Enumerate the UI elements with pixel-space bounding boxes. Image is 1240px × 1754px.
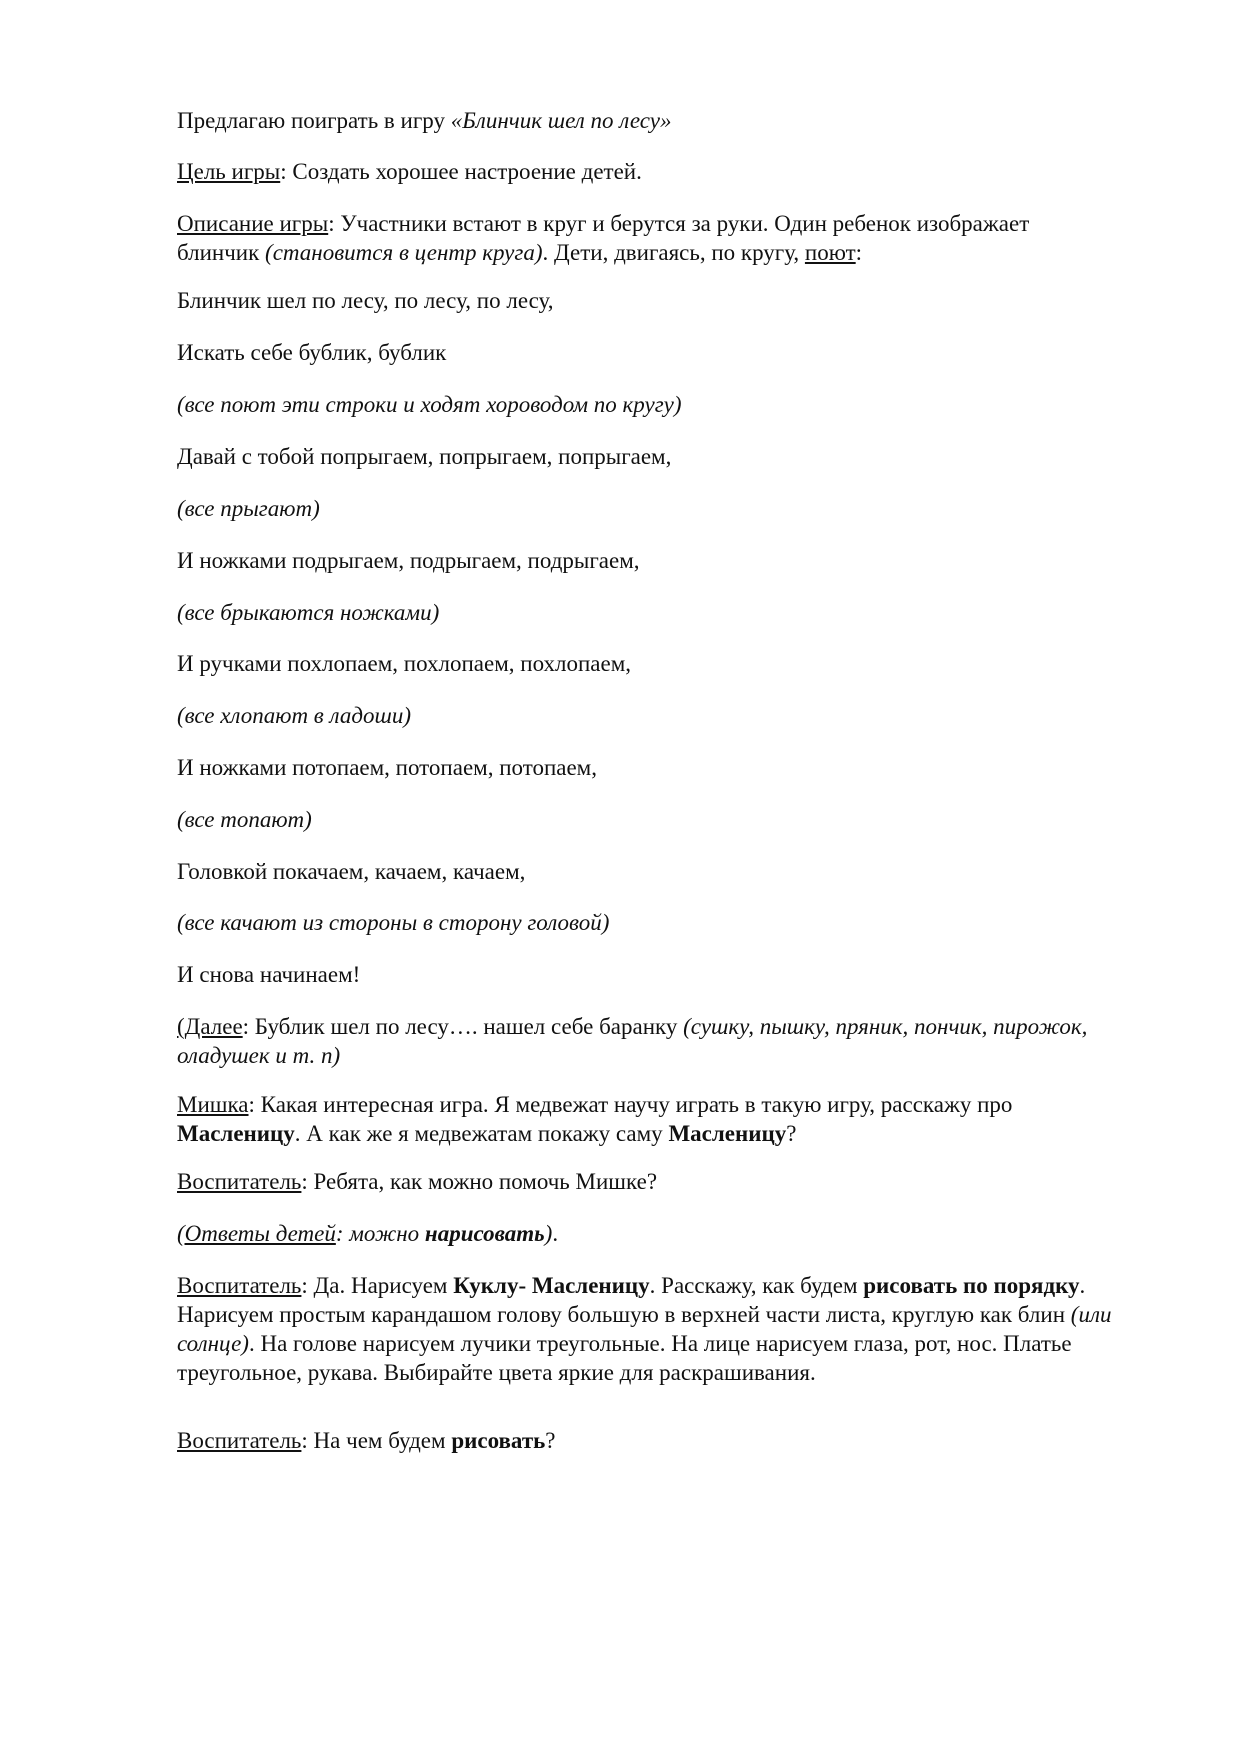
teacher-paragraph: Воспитатель: Да. Нарисуем Куклу- Масленицу. Расскажу, как будем рисовать по порядку. Нарисуем простым карандашом голову большую в верхней части листа, круглую как блин (или солнце). На голове нарисуем лучики треугольные. На лице нарисуем глаза, рот, нос. Платье треугольное, рукава. Выбирайте цвета яркие для раскрашивания.: [177, 1273, 1112, 1385]
teacher-paragraph: Воспитатель: Ребята, как можно помочь Мишке?: [177, 1169, 658, 1194]
stage-direction: (все прыгают): [177, 496, 320, 521]
song-line: И ножками подрыгаем, подрыгаем, подрыгаем,: [177, 548, 640, 573]
stage-direction: (все брыкаются ножками): [177, 600, 440, 625]
speaker-label: Воспитатель: [177, 1428, 302, 1453]
song-line: Искать себе бублик, бублик: [177, 340, 447, 365]
song-line: И ножками потопаем, потопаем, потопаем,: [177, 755, 597, 780]
next-label: Далее: [184, 1014, 243, 1039]
teacher-paragraph: Воспитатель: На чем будем рисовать?: [177, 1428, 556, 1453]
description-paragraph: Описание игры: Участники встают в круг и берутся за руки. Один ребенок изображает блинчик (становится в центр круга). Дети, двигаясь, по кругу, поют:: [177, 211, 1030, 265]
speaker-label: Мишка: [177, 1092, 249, 1117]
intro-paragraph: Предлагаю поиграть в игру «Блинчик шел по лесу»: [177, 108, 672, 133]
answers-label: (Ответы детей: [177, 1221, 336, 1246]
answers-paragraph: (Ответы детей: можно нарисовать).: [177, 1221, 559, 1246]
description-label: Описание игры: [177, 211, 329, 236]
song-line: И ручками похлопаем, похлопаем, похлопаем,: [177, 651, 632, 676]
song-line: Давай с тобой попрыгаем, попрыгаем, попрыгаем,: [177, 444, 672, 469]
song-line: Головкой покачаем, качаем, качаем,: [177, 859, 526, 884]
speaker-label: Воспитатель: [177, 1273, 302, 1298]
game-title: «Блинчик шел по лесу»: [450, 108, 672, 133]
goal-label: Цель игры: [177, 159, 281, 184]
song-line: И снова начинаем!: [177, 962, 361, 987]
stage-direction: (все хлопают в ладоши): [177, 703, 411, 728]
bear-paragraph: Мишка: Какая интересная игра. Я медвежат научу играть в такую игру, расскажу про Масленицу. А как же я медвежатам покажу саму Масленицу?: [177, 1092, 1013, 1146]
stage-direction: (все топают): [177, 807, 312, 832]
song-line: Блинчик шел по лесу, по лесу, по лесу,: [177, 288, 554, 313]
stage-direction: (все поют эти строки и ходят хороводом по кругу): [177, 392, 682, 417]
stage-direction: (все качают из стороны в сторону головой): [177, 910, 610, 935]
goal-paragraph: Цель игры: Создать хорошее настроение детей.: [177, 159, 642, 184]
next-paragraph: (Далее: Бублик шел по лесу…. нашел себе баранку (сушку, пышку, пряник, пончик, пирожок, оладушек и т. п): [177, 1014, 1088, 1068]
speaker-label: Воспитатель: [177, 1169, 302, 1194]
